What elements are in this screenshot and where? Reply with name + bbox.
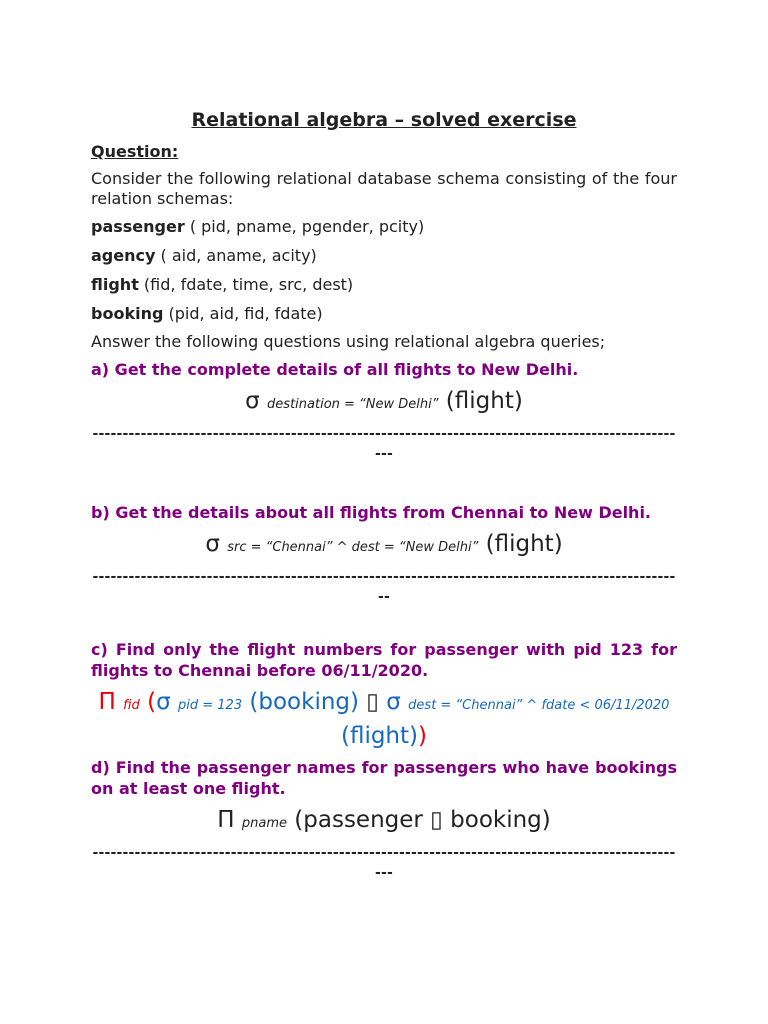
relation-name: (flight)	[340, 723, 419, 749]
sigma-symbol: σ	[205, 531, 220, 557]
sigma-symbol: σ	[245, 388, 260, 414]
formula-c	[91, 687, 677, 751]
schema-attrs: ( aid, aname, acity)	[155, 246, 317, 265]
relation-name: (booking)	[249, 689, 359, 715]
separator-line: ----------------------------------------------------------------------------------------------------	[92, 845, 676, 881]
selection-condition: destination = “New Delhi”	[267, 397, 439, 412]
join-symbol: ▯	[366, 689, 379, 715]
open-paren: (	[147, 689, 157, 715]
schema-name: passenger	[91, 217, 185, 236]
schema-attrs: (pid, aid, fid, fdate)	[163, 304, 323, 323]
relation-name: (flight)	[485, 531, 563, 557]
page-title: Relational algebra – solved exercise	[191, 109, 577, 131]
formula-b	[91, 529, 677, 563]
document-content	[91, 108, 677, 883]
schema-booking	[91, 303, 677, 325]
question-a: a) Get the complete details of all flights to New Delhi.	[91, 360, 579, 379]
schema-attrs: (fid, fdate, time, src, dest)	[138, 275, 354, 294]
intro-paragraph: Consider the following relational database schema consisting of the four relation schemas:	[91, 169, 677, 208]
sigma-symbol: σ	[386, 689, 401, 715]
separator-line: ---------------------------------------------------------------------------------------------------	[92, 569, 676, 605]
schema-passenger	[91, 216, 677, 238]
formula-a	[91, 386, 677, 420]
schema-flight	[91, 274, 677, 296]
schema-name: flight	[91, 275, 139, 294]
relation-name: (flight)	[445, 388, 523, 414]
projection-attr: pname	[241, 816, 287, 831]
question-b: b) Get the details about all flights from Chennai to New Delhi.	[91, 503, 652, 522]
question-heading: Question:	[91, 142, 179, 161]
question-c: c) Find only the flight numbers for passenger with pid 123 for flights to Chennai before 06/11/2020.	[91, 640, 677, 680]
sigma-symbol: σ	[156, 689, 171, 715]
projection-attr: fid	[123, 698, 140, 713]
schema-name: booking	[91, 304, 164, 323]
projection-symbol: Π	[98, 689, 116, 715]
question-d: d) Find the passenger names for passengers who have bookings on at least one flight.	[91, 758, 677, 798]
schema-name: agency	[91, 246, 156, 265]
schema-attrs: ( pid, pname, pgender, pcity)	[184, 217, 425, 236]
separator-line: ----------------------------------------------------------------------------------------------------	[92, 426, 676, 462]
selection-condition: src = “Chennai” ^ dest = “New Delhi”	[227, 540, 479, 555]
close-paren: )	[418, 723, 427, 749]
formula-d	[91, 805, 677, 839]
selection-condition: dest = “Chennai” ^ fdate < 06/11/2020	[408, 698, 670, 713]
instruction-text: Answer the following questions using relational algebra queries;	[91, 332, 606, 351]
projection-symbol: Π	[217, 807, 235, 833]
selection-condition: pid = 123	[178, 698, 243, 713]
relation-expression: (passenger ▯ booking)	[294, 807, 551, 833]
schema-agency	[91, 245, 677, 267]
